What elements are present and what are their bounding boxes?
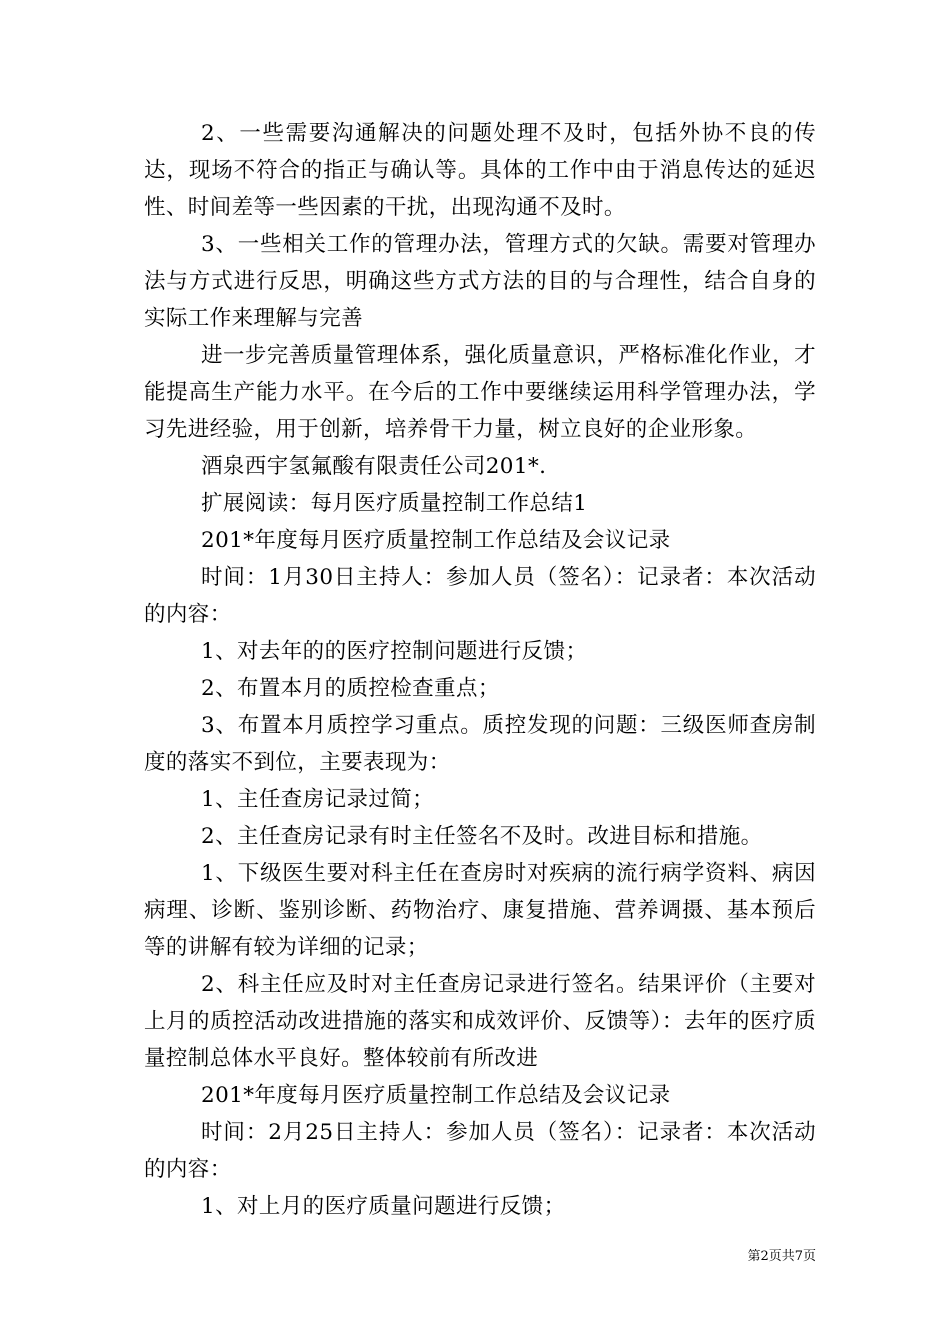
- paragraph: 3、一些相关工作的管理办法，管理方式的欠缺。需要对管理办法与方式进行反思，明确这些方式方法的目的与合理性，结合自身的实际工作来理解与完善: [144, 232, 816, 331]
- list-item: 1、对上月的医疗质量问题进行反馈；: [201, 1194, 566, 1219]
- page-number: 第2页共7页: [747, 1249, 816, 1264]
- paragraph: 酒泉西宇氢氟酸有限责任公司201*.: [201, 454, 547, 479]
- list-item: 1、下级医生要对科主任在查房时对疾病的流行病学资料、病因病理、诊断、鉴别诊断、药物治疗、康复措施、营养调摄、基本预后等的讲解有较为详细的记录；: [144, 861, 816, 960]
- paragraph: 扩展阅读：每月医疗质量控制工作总结1: [201, 491, 588, 516]
- paragraph: 2、一些需要沟通解决的问题处理不及时，包括外协不良的传达，现场不符合的指正与确认等。具体的工作中由于消息传达的延迟性、时间差等一些因素的干扰，出现沟通不及时。: [144, 121, 816, 220]
- list-item: 1、主任查房记录过简；: [201, 787, 435, 812]
- list-item: 2、科主任应及时对主任查房记录进行签名。结果评价（主要对上月的质控活动改进措施的落实和成效评价、反馈等）：去年的医疗质量控制总体水平良好。整体较前有所改进: [144, 972, 816, 1071]
- paragraph: 时间：2月25日主持人：参加人员（签名）：记录者：本次活动的内容：: [144, 1120, 816, 1182]
- list-item: 2、主任查房记录有时主任签名不及时。改进目标和措施。: [201, 824, 763, 849]
- section-heading: 201*年度每月医疗质量控制工作总结及会议记录: [201, 1083, 671, 1108]
- section-heading: 201*年度每月医疗质量控制工作总结及会议记录: [201, 528, 671, 553]
- paragraph: 时间：1月30日主持人：参加人员（签名）：记录者：本次活动的内容：: [144, 565, 816, 627]
- list-item: 3、布置本月质控学习重点。质控发现的问题：三级医师查房制度的落实不到位，主要表现为：: [144, 713, 816, 775]
- list-item: 1、对去年的的医疗控制问题进行反馈；: [201, 639, 588, 664]
- list-item: 2、布置本月的质控检查重点；: [201, 676, 500, 701]
- document-body: [144, 115, 816, 1225]
- paragraph: 进一步完善质量管理体系，强化质量意识，严格标准化作业，才能提高生产能力水平。在今后的工作中要继续运用科学管理办法，学习先进经验，用于创新，培养骨干力量，树立良好的企业形象。: [144, 343, 816, 442]
